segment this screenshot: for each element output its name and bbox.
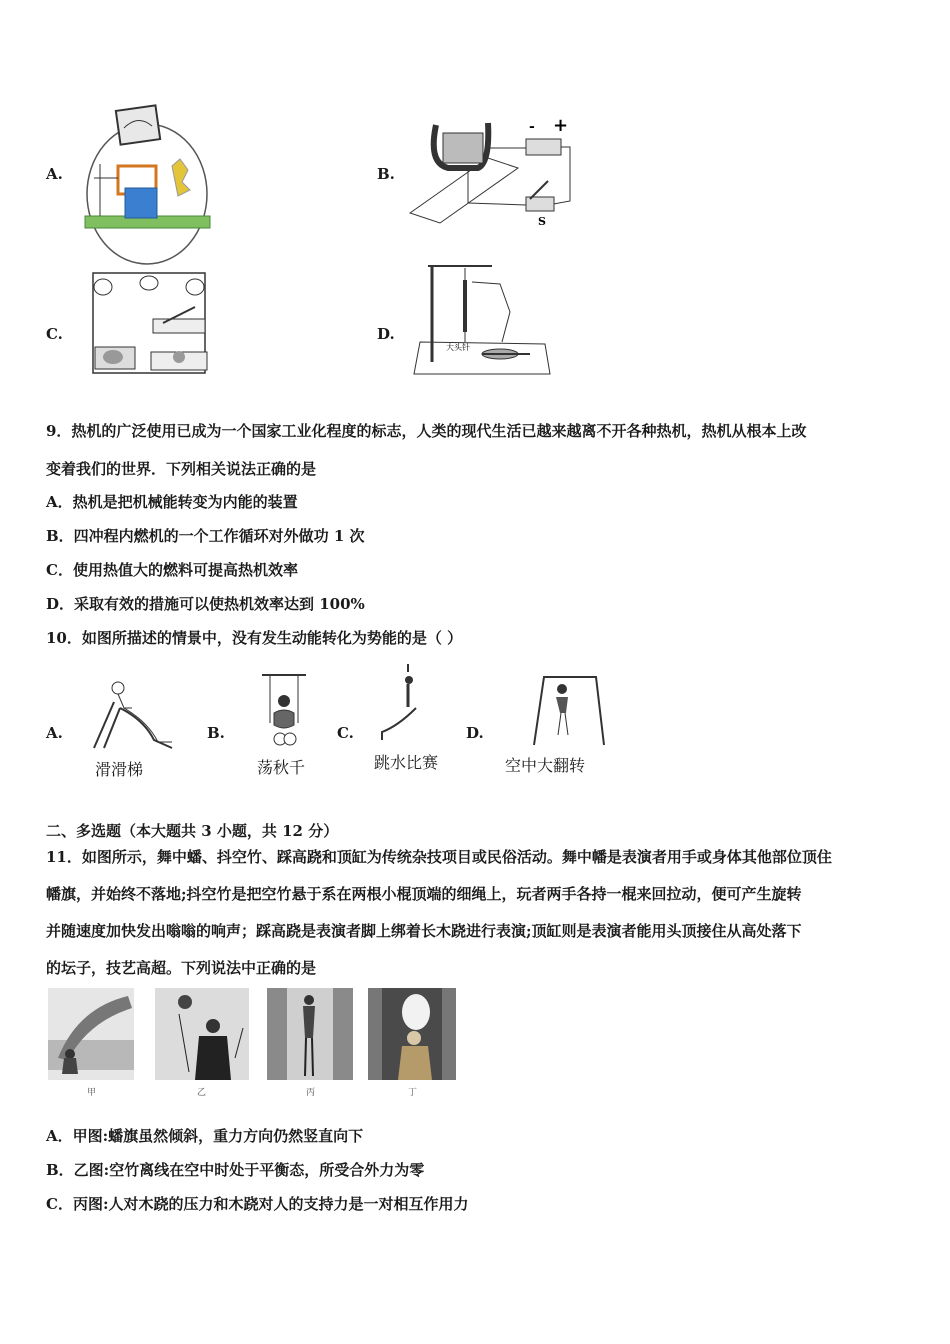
q11-stem-line2: 幡旗，并始终不落地;抖空竹是把空竹悬于系在两根小棍顶端的细绳上，玩者两手各持一棍来回拉动，便可产生旋转 [46,885,802,903]
q10-figure-flip [532,675,607,747]
q11-photo-caption-jia: 甲 [87,1088,97,1098]
q10-figure-slide [84,680,174,752]
q8-figure-d [410,262,555,377]
q10-caption-b: 荡秋千 [257,758,306,777]
q8-figure-b [408,113,583,228]
q10-caption-d: 空中大翻转 [505,756,586,775]
q11-photo-caption-yi: 乙 [197,1088,207,1098]
q10-caption-a: 滑滑梯 [95,760,144,779]
q9-stem-line2: 变着我们的世界．下列相关说法正确的是 [46,460,317,478]
q11-stem-line1: 11．如图所示，舞中蟠、抖空竹、踩高跷和顶缸为传统杂技项目或民俗活动。舞中幡是表演者用手或身体其他部位顶住 [46,848,832,866]
q11-photo-caption-ding: 丁 [408,1088,418,1098]
q11-option-c: C．丙图:人对木跷的压力和木跷对人的支持力是一对相互作用力 [46,1195,469,1213]
section2-heading: 二、多选题（本大题共 3 小题，共 12 分） [46,822,339,840]
q11-option-b: B．乙图:空竹离线在空中时处于平衡态，所受合外力为零 [46,1161,425,1179]
q11-stem-line4: 的坛子，技艺高超。下列说法中正确的是 [46,959,317,977]
q8-figure-c [85,267,215,375]
q10-caption-c: 跳水比赛 [374,753,439,772]
q11-photo-yi [155,988,249,1080]
q10-label-b: B. [207,724,225,742]
q10-figure-swing [260,673,308,751]
q8-figure-a [80,104,215,229]
q11-photo-jia [48,988,134,1080]
q10-figure-dive [378,662,433,744]
q11-photo-bing [267,988,353,1080]
q8-fig-b-minus: - [529,119,535,135]
q8-fig-b-plus: + [553,115,569,136]
q8-fig-b-switch-label: S [538,215,546,228]
q8-option-d-label: D. [377,325,395,343]
q11-option-a: A．甲图:蟠旗虽然倾斜，重力方向仍然竖直向下 [46,1127,364,1145]
q8-fig-d-label: 大头针 [446,343,470,352]
q9-option-d: D．采取有效的措施可以使热机效率达到 100% [46,595,365,613]
q11-photo-caption-bing: 丙 [306,1088,316,1098]
q10-label-a: A. [46,724,63,742]
q9-option-a: A．热机是把机械能转变为内能的装置 [46,493,298,511]
q9-option-c: C．使用热值大的燃料可提高热机效率 [46,561,298,579]
q9-option-b: B．四冲程内燃机的一个工作循环对外做功 1 次 [46,527,365,545]
q8-option-b-label: B. [377,165,395,183]
q8-option-c-label: C. [46,325,63,343]
q10-stem: 10．如图所描述的情景中，没有发生动能转化为势能的是（ ） [46,629,463,647]
q9-stem-line1: 9．热机的广泛使用已成为一个国家工业化程度的标志，人类的现代生活已越来越离不开各种热机，热机从根本上改 [46,422,807,440]
q8-option-a-label: A. [46,165,63,183]
q11-photo-ding [368,988,456,1080]
q10-label-d: D. [466,724,484,742]
q11-stem-line3: 并随速度加快发出嗡嗡的响声；踩高跷是表演者脚上绑着长木跷进行表演;顶缸则是表演者能用头顶接住从高处落下 [46,922,802,940]
q10-label-c: C. [337,724,354,742]
